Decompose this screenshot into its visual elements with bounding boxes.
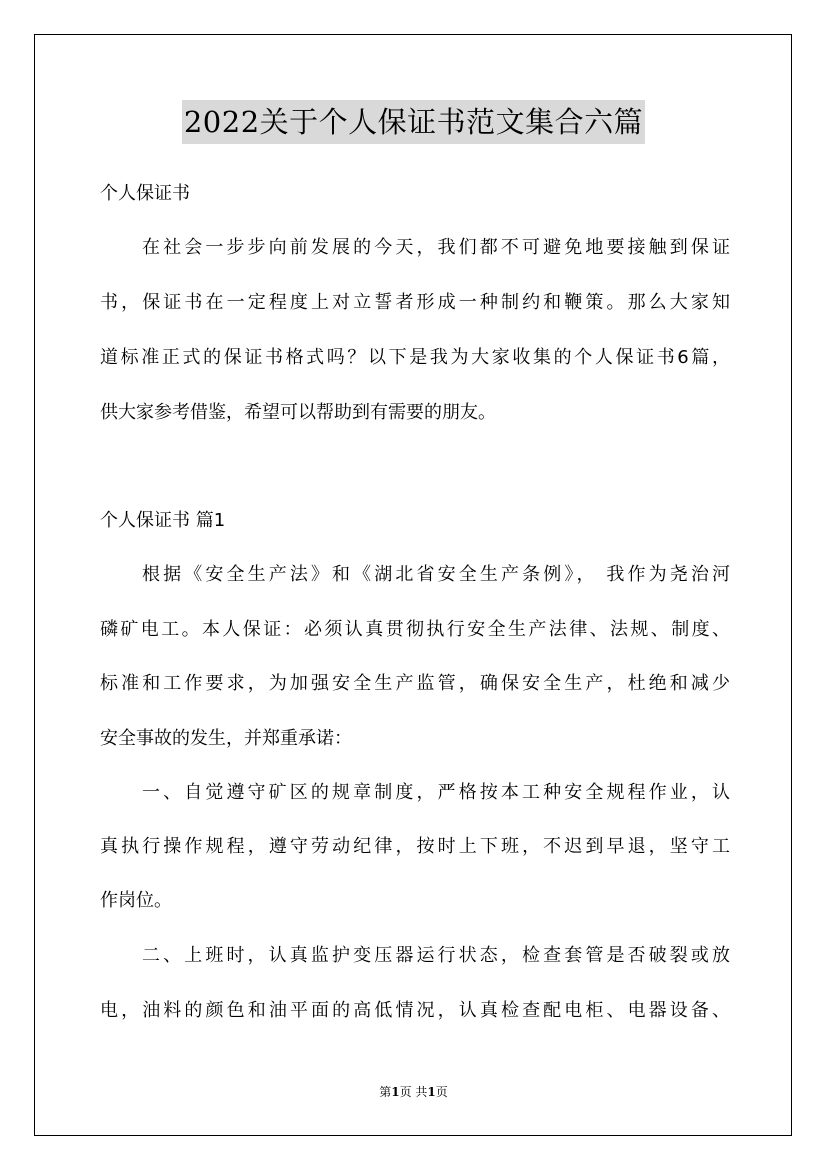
page-total: 1 (427, 1085, 436, 1099)
paragraph-line: 道标准正式的保证书格式吗？以下是我为大家收集的个人保证书6篇， (100, 347, 730, 368)
paragraph-line: 真执行操作规程，遵守劳动纪律，按时上下班，不迟到早退，坚守工 (100, 836, 730, 857)
paragraph-line: 磷矿电工。本人保证：必须认真贯彻执行安全生产法律、法规、制度、 (100, 619, 730, 640)
paragraph-line: 书，保证书在一定程度上对立誓者形成一种制约和鞭策。那么大家知 (100, 292, 730, 313)
paragraph-line: 一、自觉遵守矿区的规章制度，严格按本工种安全规程作业，认 (142, 782, 730, 803)
paragraph-line: 标准和工作要求，为加强安全生产监管，确保安全生产，杜绝和减少 (100, 673, 730, 694)
paragraph-line: 根据《安全生产法》和《湖北省安全生产条例》， 我作为尧治河 (142, 564, 730, 585)
paragraph-line: 电，油料的颜色和油平面的高低情况，认真检查配电柜、电器设备、 (100, 1000, 730, 1021)
footer-suffix: 页 (435, 1085, 448, 1099)
paragraph-line: 安全事故的发生，并郑重承诺： (100, 728, 352, 749)
footer-prefix: 第 (379, 1085, 392, 1099)
footer-mid: 页 共 (399, 1085, 428, 1099)
paragraph-line: 二、上班时，认真监护变压器运行状态，检查套管是否破裂或放 (142, 945, 730, 966)
paragraph-line: 作岗位。 (100, 890, 172, 911)
paragraph-line: 在社会一步步向前发展的今天，我们都不可避免地要接触到保证 (142, 237, 730, 258)
page-footer (0, 1083, 827, 1100)
page-current: 1 (391, 1085, 400, 1099)
paragraph-line: 供大家参考借鉴，希望可以帮助到有需要的朋友。 (100, 402, 496, 423)
document-title: 2022关于个人保证书范文集合六篇 (182, 100, 645, 144)
title-container (0, 100, 827, 144)
section-heading: 个人保证书 篇1 (100, 510, 226, 531)
section-heading: 个人保证书 (100, 183, 190, 204)
